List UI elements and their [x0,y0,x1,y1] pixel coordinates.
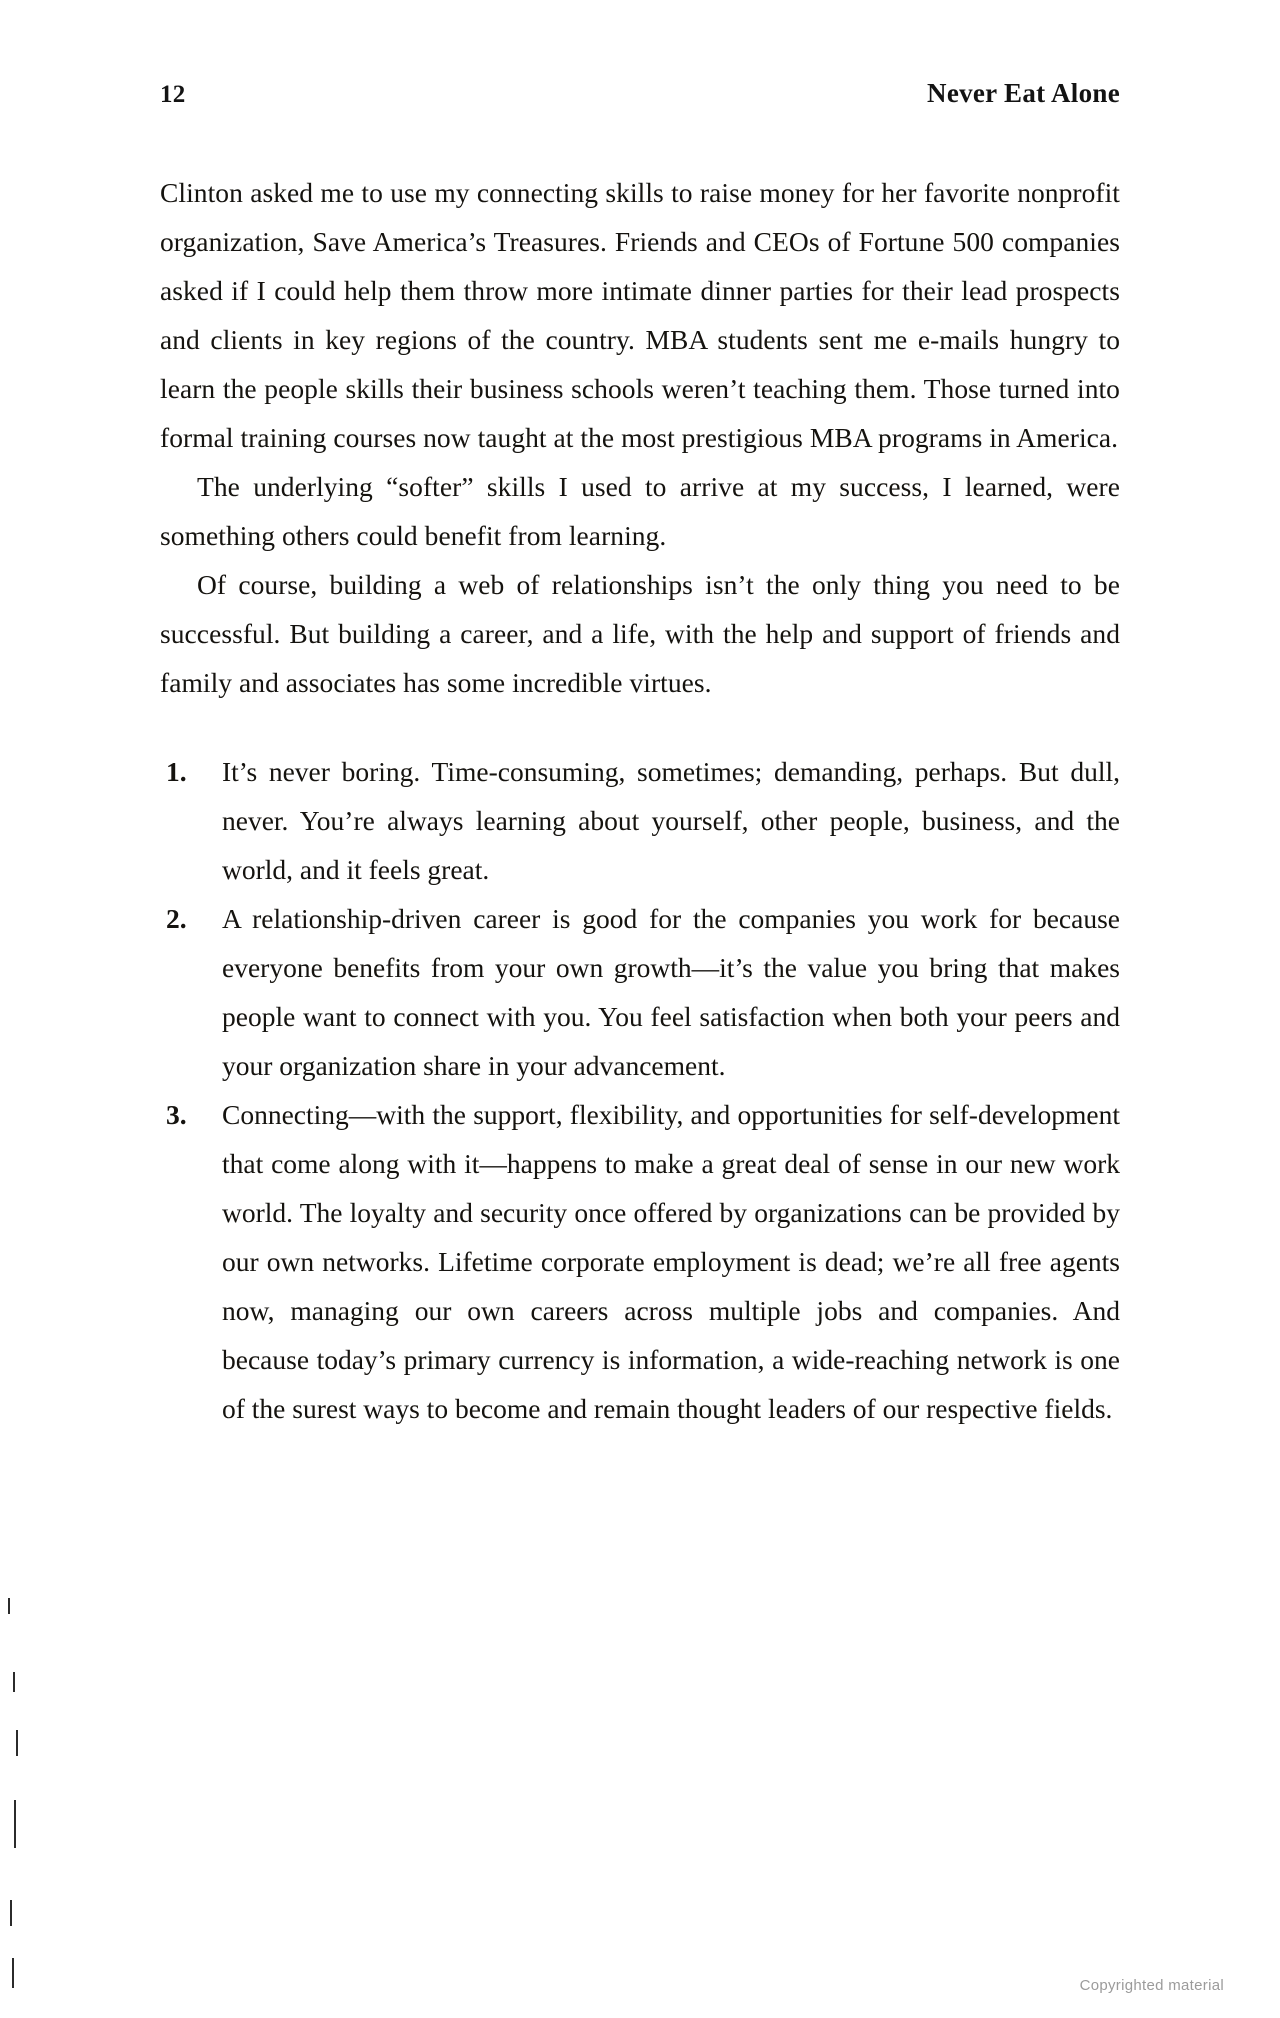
list-item-text: A relationship-driven career is good for the companies you work for because everyone benefits from your own growth—it’s the value you bring that makes people want to connect with you. You feel satisfaction when both your peers and your organization share in your advancement. [222,903,1120,1081]
scan-artifact-marks [0,0,60,2018]
scan-artifact-tick [14,1800,16,1848]
scan-artifact-tick [10,1900,12,1926]
copyright-watermark: Copyrighted material [1079,1977,1224,1994]
list-item [160,1090,1120,1433]
paragraph: The underlying “softer” skills I used to arrive at my success, I learned, were something others could benefit from learning. [160,471,1120,551]
list-item-marker: 2. [166,903,187,934]
page-number: 12 [160,81,186,108]
numbered-list [160,747,1120,1433]
list-item [160,747,1120,894]
list-item-text: It’s never boring. Time-consuming, sometimes; demanding, perhaps. But dull, never. You’re always learning about yourself, other people, business, and the world, and it feels great. [222,756,1120,885]
list-item [160,894,1120,1090]
scan-artifact-tick [12,1958,14,1988]
scan-artifact-tick [8,1598,10,1614]
text-block [160,168,1120,1433]
book-title: Never Eat Alone [927,78,1120,108]
list-item-text: Connecting—with the support, flexibility, and opportunities for self-development that come along with it—happens to make a great deal of sense in our new work world. The loyalty and security once offered by organizations can be provided by our own networks. Lifetime corporate employment is dead; we’re all free agents now, managing our own careers across multiple jobs and companies. And because today’s primary currency is information, a wide-reaching network is one of the surest ways to become and remain thought leaders of our respective fields. [222,1099,1120,1424]
paragraph: Of course, building a web of relationships isn’t the only thing you need to be successful. But building a career, and a life, with the help and support of friends and family and associates has some incredible virtues. [160,569,1120,698]
scan-artifact-tick [13,1672,15,1692]
paragraph: Clinton asked me to use my connecting skills to raise money for her favorite nonprofit organization, Save America’s Treasures. Friends and CEOs of Fortune 500 companies asked if I could help them throw more intimate dinner parties for their lead prospects and clients in key regions of the country. MBA students sent me e-mails hungry to learn the people skills their business schools weren’t teaching them. Those turned into formal training courses now taught at the most prestigious MBA programs in America. [160,177,1120,453]
scan-artifact-tick [16,1730,18,1756]
list-item-marker: 1. [166,756,187,787]
list-item-marker: 3. [166,1099,187,1130]
running-head [160,78,1120,112]
